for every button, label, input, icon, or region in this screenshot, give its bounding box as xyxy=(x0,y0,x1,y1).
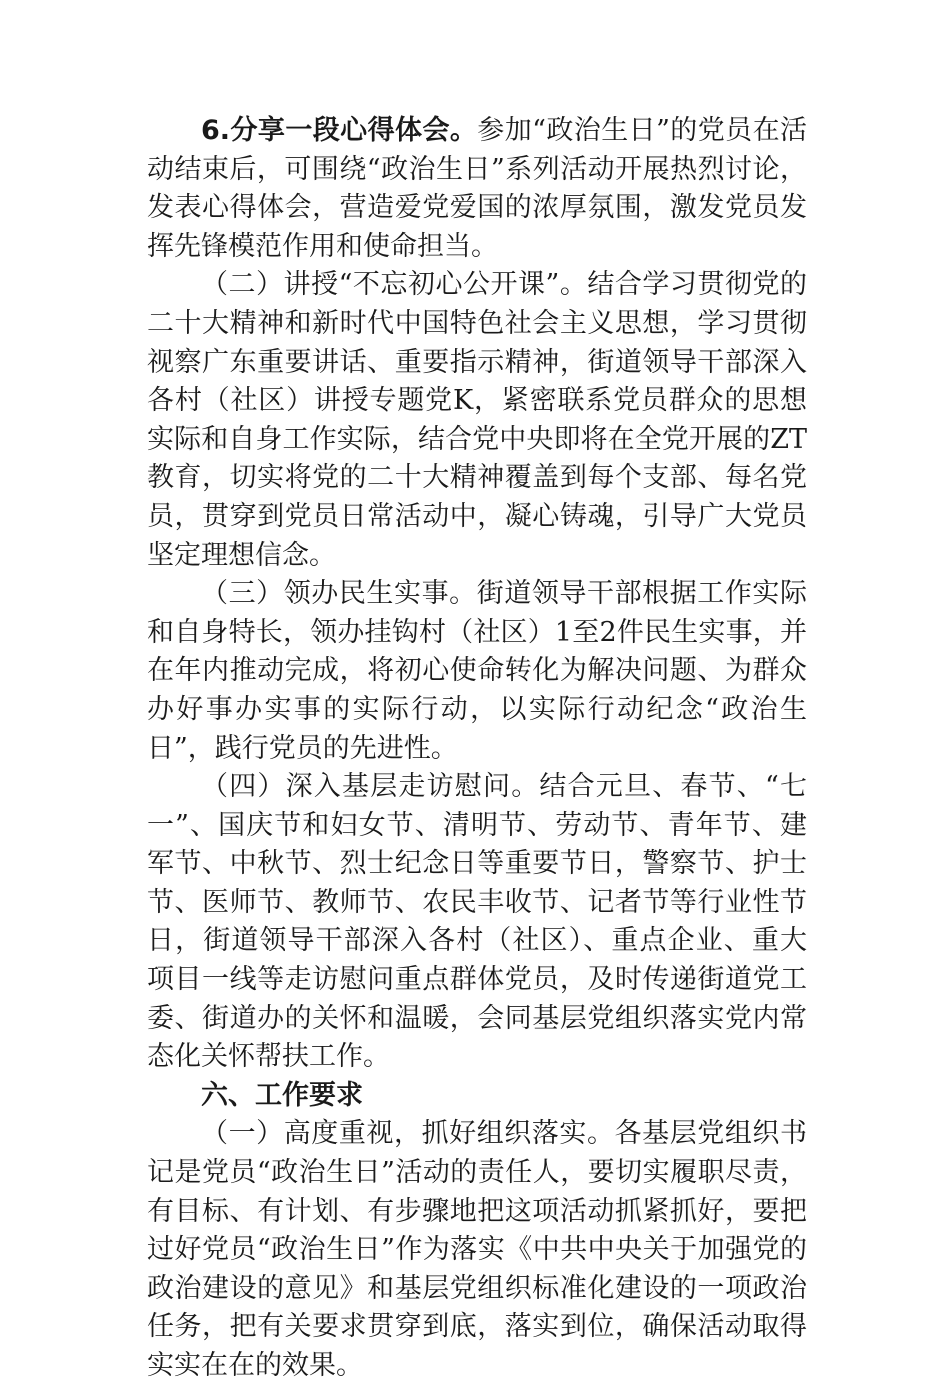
paragraph-body: 参加“政治生日”的党员在活动结束后，可围绕“政治生日”系列活动开展热烈讨论，发表心得体会，营造爱党爱国的浓厚氛围，激发党员发挥先锋模范作用和使命担当。 xyxy=(147,115,807,262)
paragraph-lead: （四）深入基层走访慰问。 xyxy=(201,771,540,803)
paragraph-grassroots-visits xyxy=(147,768,807,1077)
paragraph-body: 结合元旦、春节、“七一”、国庆节和妇女节、清明节、劳动节、青年节、建军节、中秋节、烈士纪念日等重要节日，警察节、护士节、医师节、教师节、农民丰收节、记者节等行业性节日，街道领导干部深入各村（社区）、重点企业、重大项目一线等走访慰问重点群体党员，及时传递街道党工委、街道办的关怀和温暖，会同基层党组织落实党内常态化关怀帮扶工作。 xyxy=(147,771,808,1073)
document-page xyxy=(147,112,807,1386)
section-heading: 六、工作要求 xyxy=(201,1079,363,1111)
paragraph-lead: 6.分享一段心得体会。 xyxy=(201,115,478,146)
paragraph-livelihood-matters xyxy=(147,575,807,768)
paragraph-body: 街道领导干部根据工作实际和自身特长，领办挂钩村（社区）1至2件民生实事，并在年内推动完成，将初心使命转化为解决问题、为群众办好事办实事的实际行动，以实际行动纪念“政治生日”，践行党员的先进性。 xyxy=(147,578,808,764)
paragraph-organization xyxy=(147,1115,807,1385)
paragraph-share-experience xyxy=(147,112,807,266)
paragraph-lead: （三）领办民生实事。 xyxy=(201,578,477,610)
paragraph-lead: （二）讲授“不忘初心公开课”。 xyxy=(201,269,588,301)
paragraph-lead: （一）高度重视，抓好组织落实。 xyxy=(201,1118,615,1150)
paragraph-body: 结合学习贯彻党的二十大精神和新时代中国特色社会主义思想，学习贯彻视察广东重要讲话、重要指示精神，街道领导干部深入各村（社区）讲授专题党K，紧密联系党员群众的思想实际和自身工作实际，结合党中央即将在全党开展的ZT教育，切实将党的二十大精神覆盖到每个支部、每名党员，贯穿到党员日常活动中，凝心铸魂，引导广大党员坚定理想信念。 xyxy=(147,269,807,571)
paragraph-body: 各基层党组织书记是党员“政治生日”活动的责任人，要切实履职尽责，有目标、有计划、有步骤地把这项活动抓紧抓好，要把过好党员“政治生日”作为落实《中共中央关于加强党的政治建设的意见》和基层党组织标准化建设的一项政治任务，把有关要求贯穿到底，落实到位，确保活动取得实实在在的效果。 xyxy=(147,1118,808,1381)
paragraph-open-class xyxy=(147,266,807,575)
